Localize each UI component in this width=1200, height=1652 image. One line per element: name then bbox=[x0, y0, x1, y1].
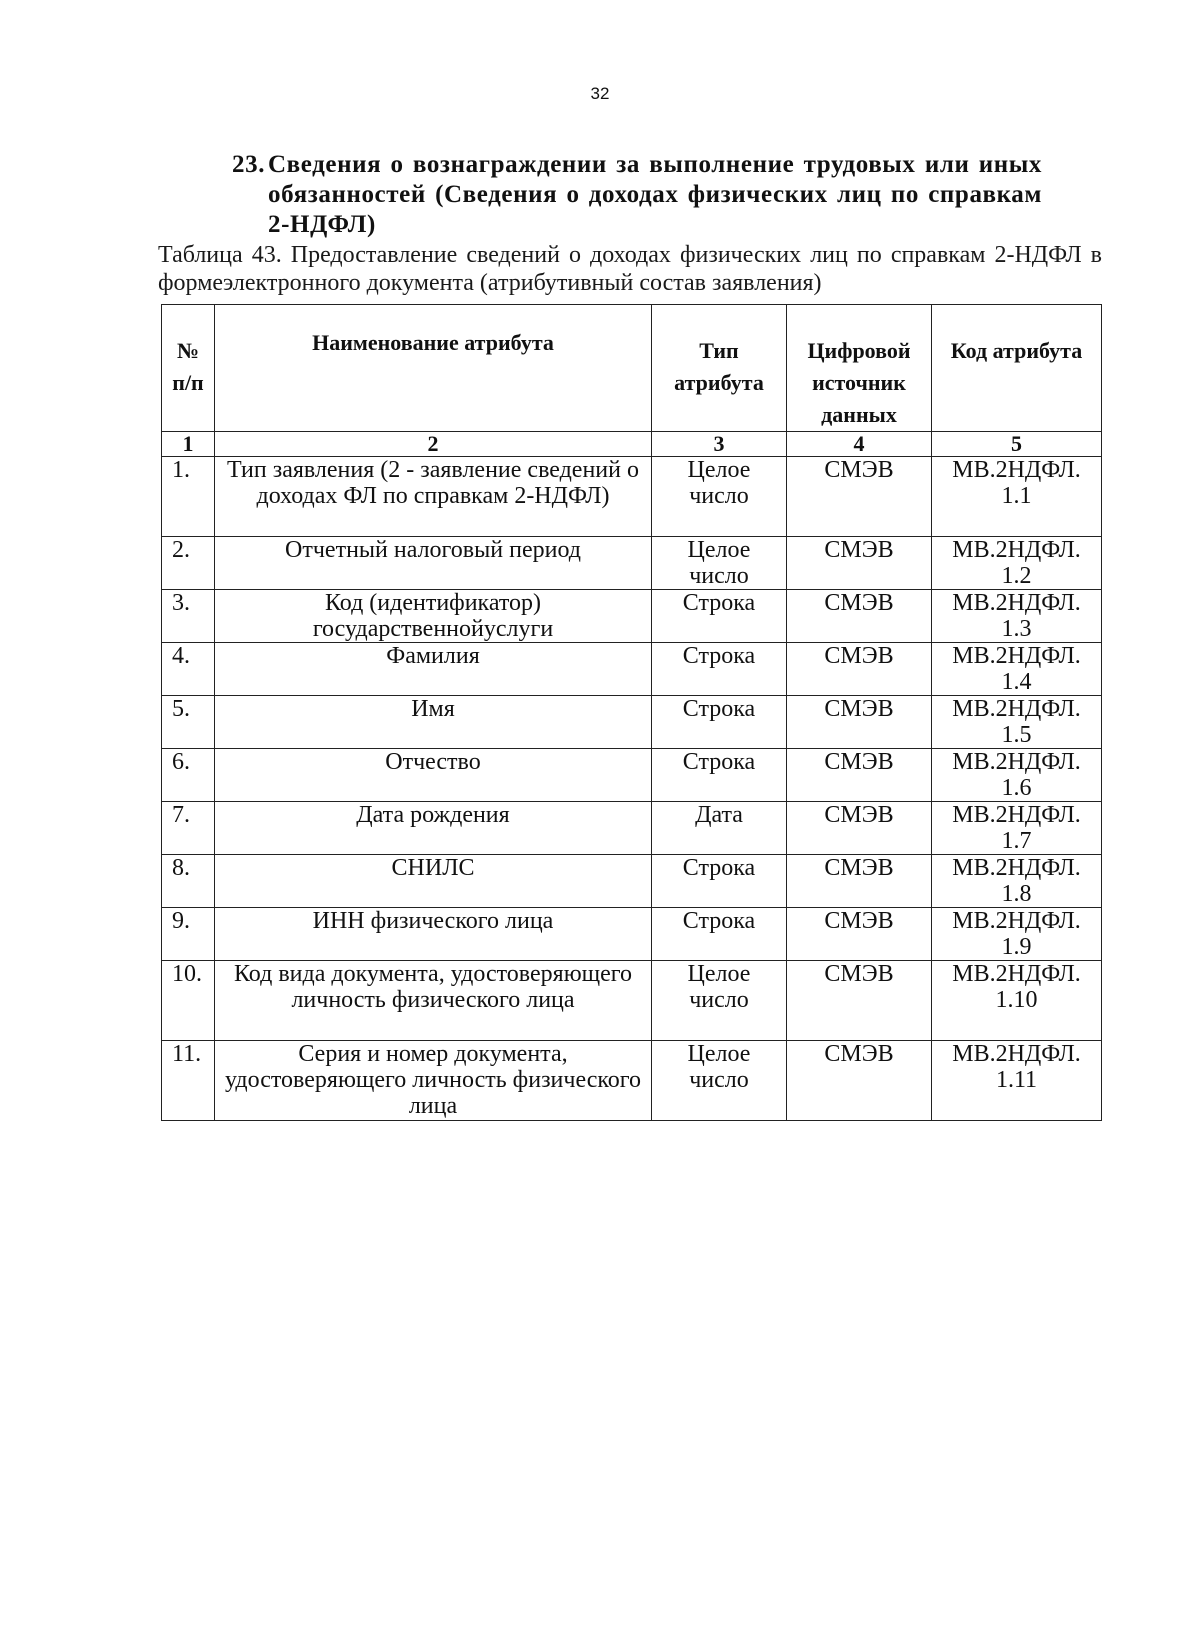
attribute-name: Тип заявления (2 - заявление сведений о доходах ФЛ по справкам 2-НДФЛ) bbox=[215, 457, 652, 537]
attribute-code: МВ.2НДФЛ. 1.4 bbox=[932, 643, 1102, 696]
attribute-type: Целое число bbox=[652, 961, 787, 1041]
attribute-type: Целое число bbox=[652, 537, 787, 590]
table-row bbox=[162, 908, 1102, 961]
attribute-name: Код вида документа, удостоверяющего личность физического лица bbox=[215, 961, 652, 1041]
attribute-name: Код (идентификатор) государственнойуслуги bbox=[215, 590, 652, 643]
row-number: 5. bbox=[162, 696, 215, 749]
row-number: 4. bbox=[162, 643, 215, 696]
attribute-type: Строка bbox=[652, 643, 787, 696]
attribute-name: СНИЛС bbox=[215, 855, 652, 908]
page-number: 32 bbox=[590, 84, 610, 103]
attribute-code: МВ.2НДФЛ. 1.8 bbox=[932, 855, 1102, 908]
attribute-type: Строка bbox=[652, 696, 787, 749]
table-row bbox=[162, 961, 1102, 1041]
data-source: СМЭВ bbox=[787, 696, 932, 749]
table-row bbox=[162, 749, 1102, 802]
row-number: 9. bbox=[162, 908, 215, 961]
table-row bbox=[162, 537, 1102, 590]
attribute-code: МВ.2НДФЛ. 1.5 bbox=[932, 696, 1102, 749]
attribute-code: МВ.2НДФЛ. 1.10 bbox=[932, 961, 1102, 1041]
section-title: Сведения о вознаграждении за выполнение трудовых или иных обязанностей (Сведения о доходах физических лиц по справкам 2-НДФЛ) bbox=[268, 151, 1042, 238]
attribute-name: Фамилия bbox=[215, 643, 652, 696]
header-name: Наименование атрибута bbox=[215, 305, 652, 432]
attribute-type: Строка bbox=[652, 908, 787, 961]
attribute-code: МВ.2НДФЛ. 1.3 bbox=[932, 590, 1102, 643]
data-source: СМЭВ bbox=[787, 961, 932, 1041]
table-row bbox=[162, 802, 1102, 855]
attribute-code: МВ.2НДФЛ. 1.9 bbox=[932, 908, 1102, 961]
attribute-type: Строка bbox=[652, 749, 787, 802]
attribute-code: МВ.2НДФЛ. 1.7 bbox=[932, 802, 1102, 855]
attribute-name: Серия и номер документа, удостоверяющего личность физического лица bbox=[215, 1041, 652, 1121]
attribute-type: Целое число bbox=[652, 1041, 787, 1121]
table-row bbox=[162, 1041, 1102, 1121]
table-row bbox=[162, 696, 1102, 749]
row-number: 1. bbox=[162, 457, 215, 537]
data-source: СМЭВ bbox=[787, 643, 932, 696]
row-number: 8. bbox=[162, 855, 215, 908]
attribute-code: МВ.2НДФЛ. 1.6 bbox=[932, 749, 1102, 802]
row-number: 10. bbox=[162, 961, 215, 1041]
attribute-code: МВ.2НДФЛ. 1.11 bbox=[932, 1041, 1102, 1121]
data-source: СМЭВ bbox=[787, 749, 932, 802]
attribute-type: Строка bbox=[652, 590, 787, 643]
attribute-type: Дата bbox=[652, 802, 787, 855]
row-number: 11. bbox=[162, 1041, 215, 1121]
table-row bbox=[162, 457, 1102, 537]
header-num: № п/п bbox=[162, 305, 215, 432]
table-row bbox=[162, 855, 1102, 908]
row-number: 3. bbox=[162, 590, 215, 643]
attribute-name: Отчество bbox=[215, 749, 652, 802]
table-row bbox=[162, 643, 1102, 696]
data-source: СМЭВ bbox=[787, 457, 932, 537]
attribute-code: МВ.2НДФЛ. 1.2 bbox=[932, 537, 1102, 590]
row-number: 6. bbox=[162, 749, 215, 802]
table-caption: Таблица 43. Предоставление сведений о доходах физических лиц по справкам 2-НДФЛ в формеэлектронного документа (атрибутивный состав заявления) bbox=[158, 242, 1102, 296]
header-source: Цифровой источник данных bbox=[787, 305, 932, 432]
row-number: 7. bbox=[162, 802, 215, 855]
column-number: 2 bbox=[215, 432, 652, 457]
row-number: 2. bbox=[162, 537, 215, 590]
attribute-type: Целое число bbox=[652, 457, 787, 537]
attribute-table bbox=[161, 304, 1102, 1121]
section-number: 23. bbox=[232, 151, 266, 178]
data-source: СМЭВ bbox=[787, 1041, 932, 1121]
attribute-name: Отчетный налоговый период bbox=[215, 537, 652, 590]
column-number: 4 bbox=[787, 432, 932, 457]
data-source: СМЭВ bbox=[787, 855, 932, 908]
attribute-name: Имя bbox=[215, 696, 652, 749]
column-number: 3 bbox=[652, 432, 787, 457]
attribute-name: Дата рождения bbox=[215, 802, 652, 855]
data-source: СМЭВ bbox=[787, 908, 932, 961]
data-source: СМЭВ bbox=[787, 537, 932, 590]
attribute-code: МВ.2НДФЛ. 1.1 bbox=[932, 457, 1102, 537]
header-type: Тип атрибута bbox=[652, 305, 787, 432]
header-code: Код атрибута bbox=[932, 305, 1102, 432]
table-row bbox=[162, 590, 1102, 643]
table-header-row bbox=[162, 305, 1102, 432]
column-number: 5 bbox=[932, 432, 1102, 457]
column-number-row bbox=[162, 432, 1102, 457]
column-number: 1 bbox=[162, 432, 215, 457]
attribute-type: Строка bbox=[652, 855, 787, 908]
section-heading bbox=[232, 150, 1042, 240]
data-source: СМЭВ bbox=[787, 590, 932, 643]
data-source: СМЭВ bbox=[787, 802, 932, 855]
attribute-name: ИНН физического лица bbox=[215, 908, 652, 961]
